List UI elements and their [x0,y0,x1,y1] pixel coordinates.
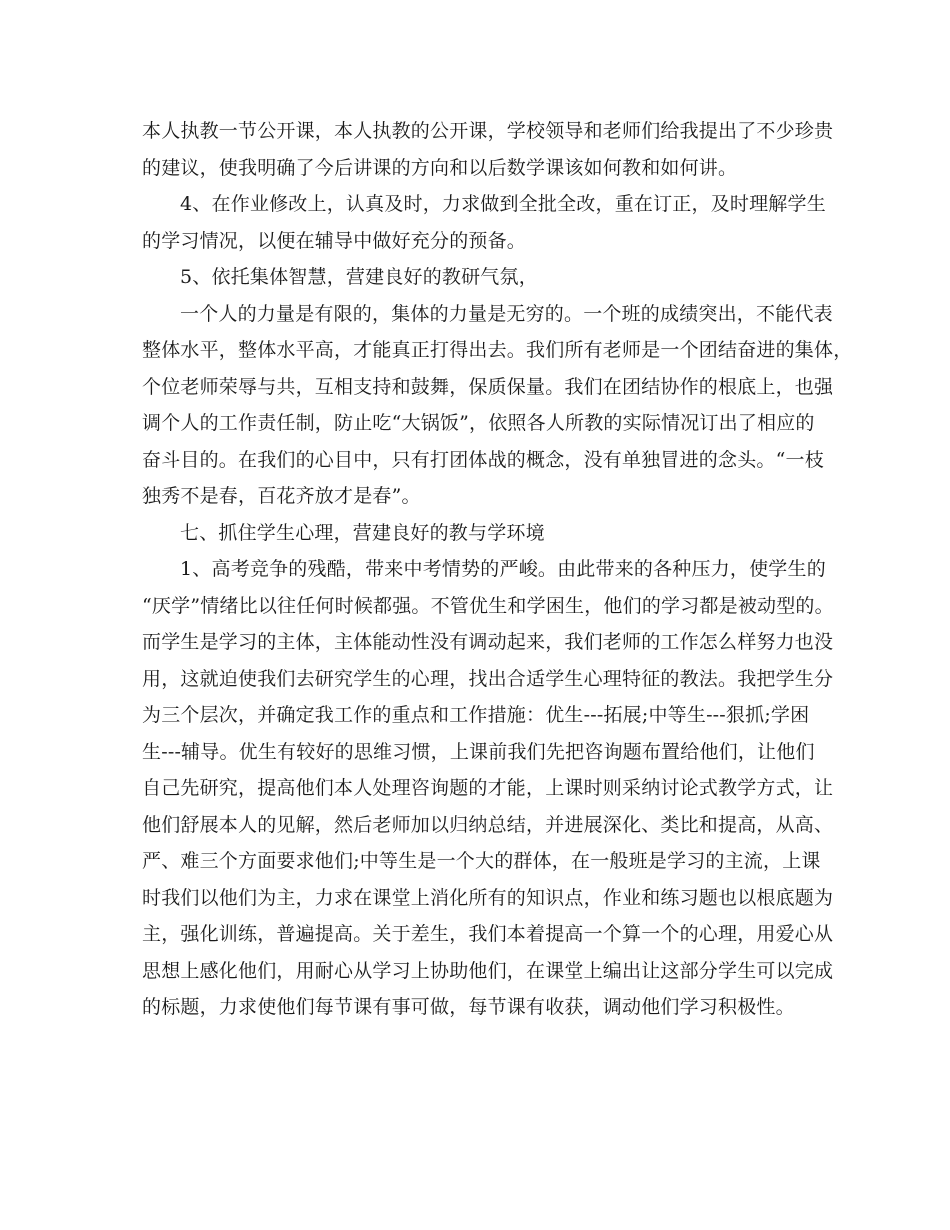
text-line: 主，强化训练，普遍提高。关于差生，我们本着提高一个算一个的心理，用爱心从 [142,923,834,945]
text-line: 他们舒展本人的见解，然后老师加以归纳总结，并进展深化、类比和提高，从高、 [142,813,834,836]
text-line: 时我们以他们为主，力求在课堂上消化所有的知识点，作业和练习题也以根底题为 [142,886,834,909]
text-line: 七、抓住学生心理，营建良好的教与学环境 [180,521,545,544]
text-line: 为三个层次，并确定我工作的重点和工作措施：优生---拓展;中等生---狠抓;学困 [142,704,810,726]
text-line: 生---辅导。优生有较好的思维习惯，上课前我们先把咨询题布置给他们，让他们 [142,740,815,763]
text-line: 调个人的工作责任制，防止吃“大锅饭”，依照各人所教的实际情况订出了相应的 [142,412,815,434]
text-line: 5、依托集体智慧，营建良好的教研气氛， [180,266,538,288]
text-line: 个位老师荣辱与共，互相支持和鼓舞，保质保量。我们在团结协作的根底上，也强 [142,375,834,398]
text-line: 严、难三个方面要求他们;中等生是一个大的群体，在一般班是学习的主流，上课 [142,850,821,872]
text-line: 1、高考竞争的残酷，带来中考情势的严峻。由此带来的各种压力，使学生的 [180,558,826,580]
text-line: 本人执教一节公开课，本人执教的公开课，学校领导和老师们给我提出了不少珍贵 [142,120,834,142]
text-line: 用，这就迫使我们去研究学生的心理，找出合适学生心理特征的教法。我把学生分 [142,667,834,690]
text-line: 4、在作业修改上，认真及时，力求做到全批全改，重在订正，及时理解学生 [180,193,826,215]
text-line: 的建议，使我明确了今后讲课的方向和以后数学课该如何教和如何讲。 [142,156,738,179]
text-line: 奋斗目的。在我们的心目中，只有打团体战的概念，没有单独冒进的念头。“一枝 [142,448,824,471]
text-line: 的学习情况，以便在辅导中做好充分的预备。 [142,229,527,252]
text-line: 整体水平，整体水平高，才能真正打得出去。我们所有老师是一个团结奋进的集体， [142,339,853,361]
text-line: 思想上感化他们，用耐心从学习上协助他们，在课堂上编出让这部分学生可以完成 [142,959,834,982]
text-line: 独秀不是春，百花齐放才是春”。 [142,485,421,507]
text-line: 而学生是学习的主体，主体能动性没有调动起来，我们老师的工作怎么样努力也没 [142,631,834,653]
document-body [142,113,853,1026]
text-line: 一个人的力量是有限的，集体的力量是无穷的。一个班的成绩突出，不能代表 [180,302,833,325]
text-line: “厌学”情绪比以往任何时候都强。不管优生和学困生，他们的学习都是被动型的。 [142,594,834,617]
text-line: 自己先研究，提高他们本人处理咨询题的才能，上课时则采纳讨论式教学方式，让 [142,777,834,799]
text-line: 的标题，力求使他们每节课有事可做，每节课有收获，调动他们学习积极性。 [142,996,795,1018]
